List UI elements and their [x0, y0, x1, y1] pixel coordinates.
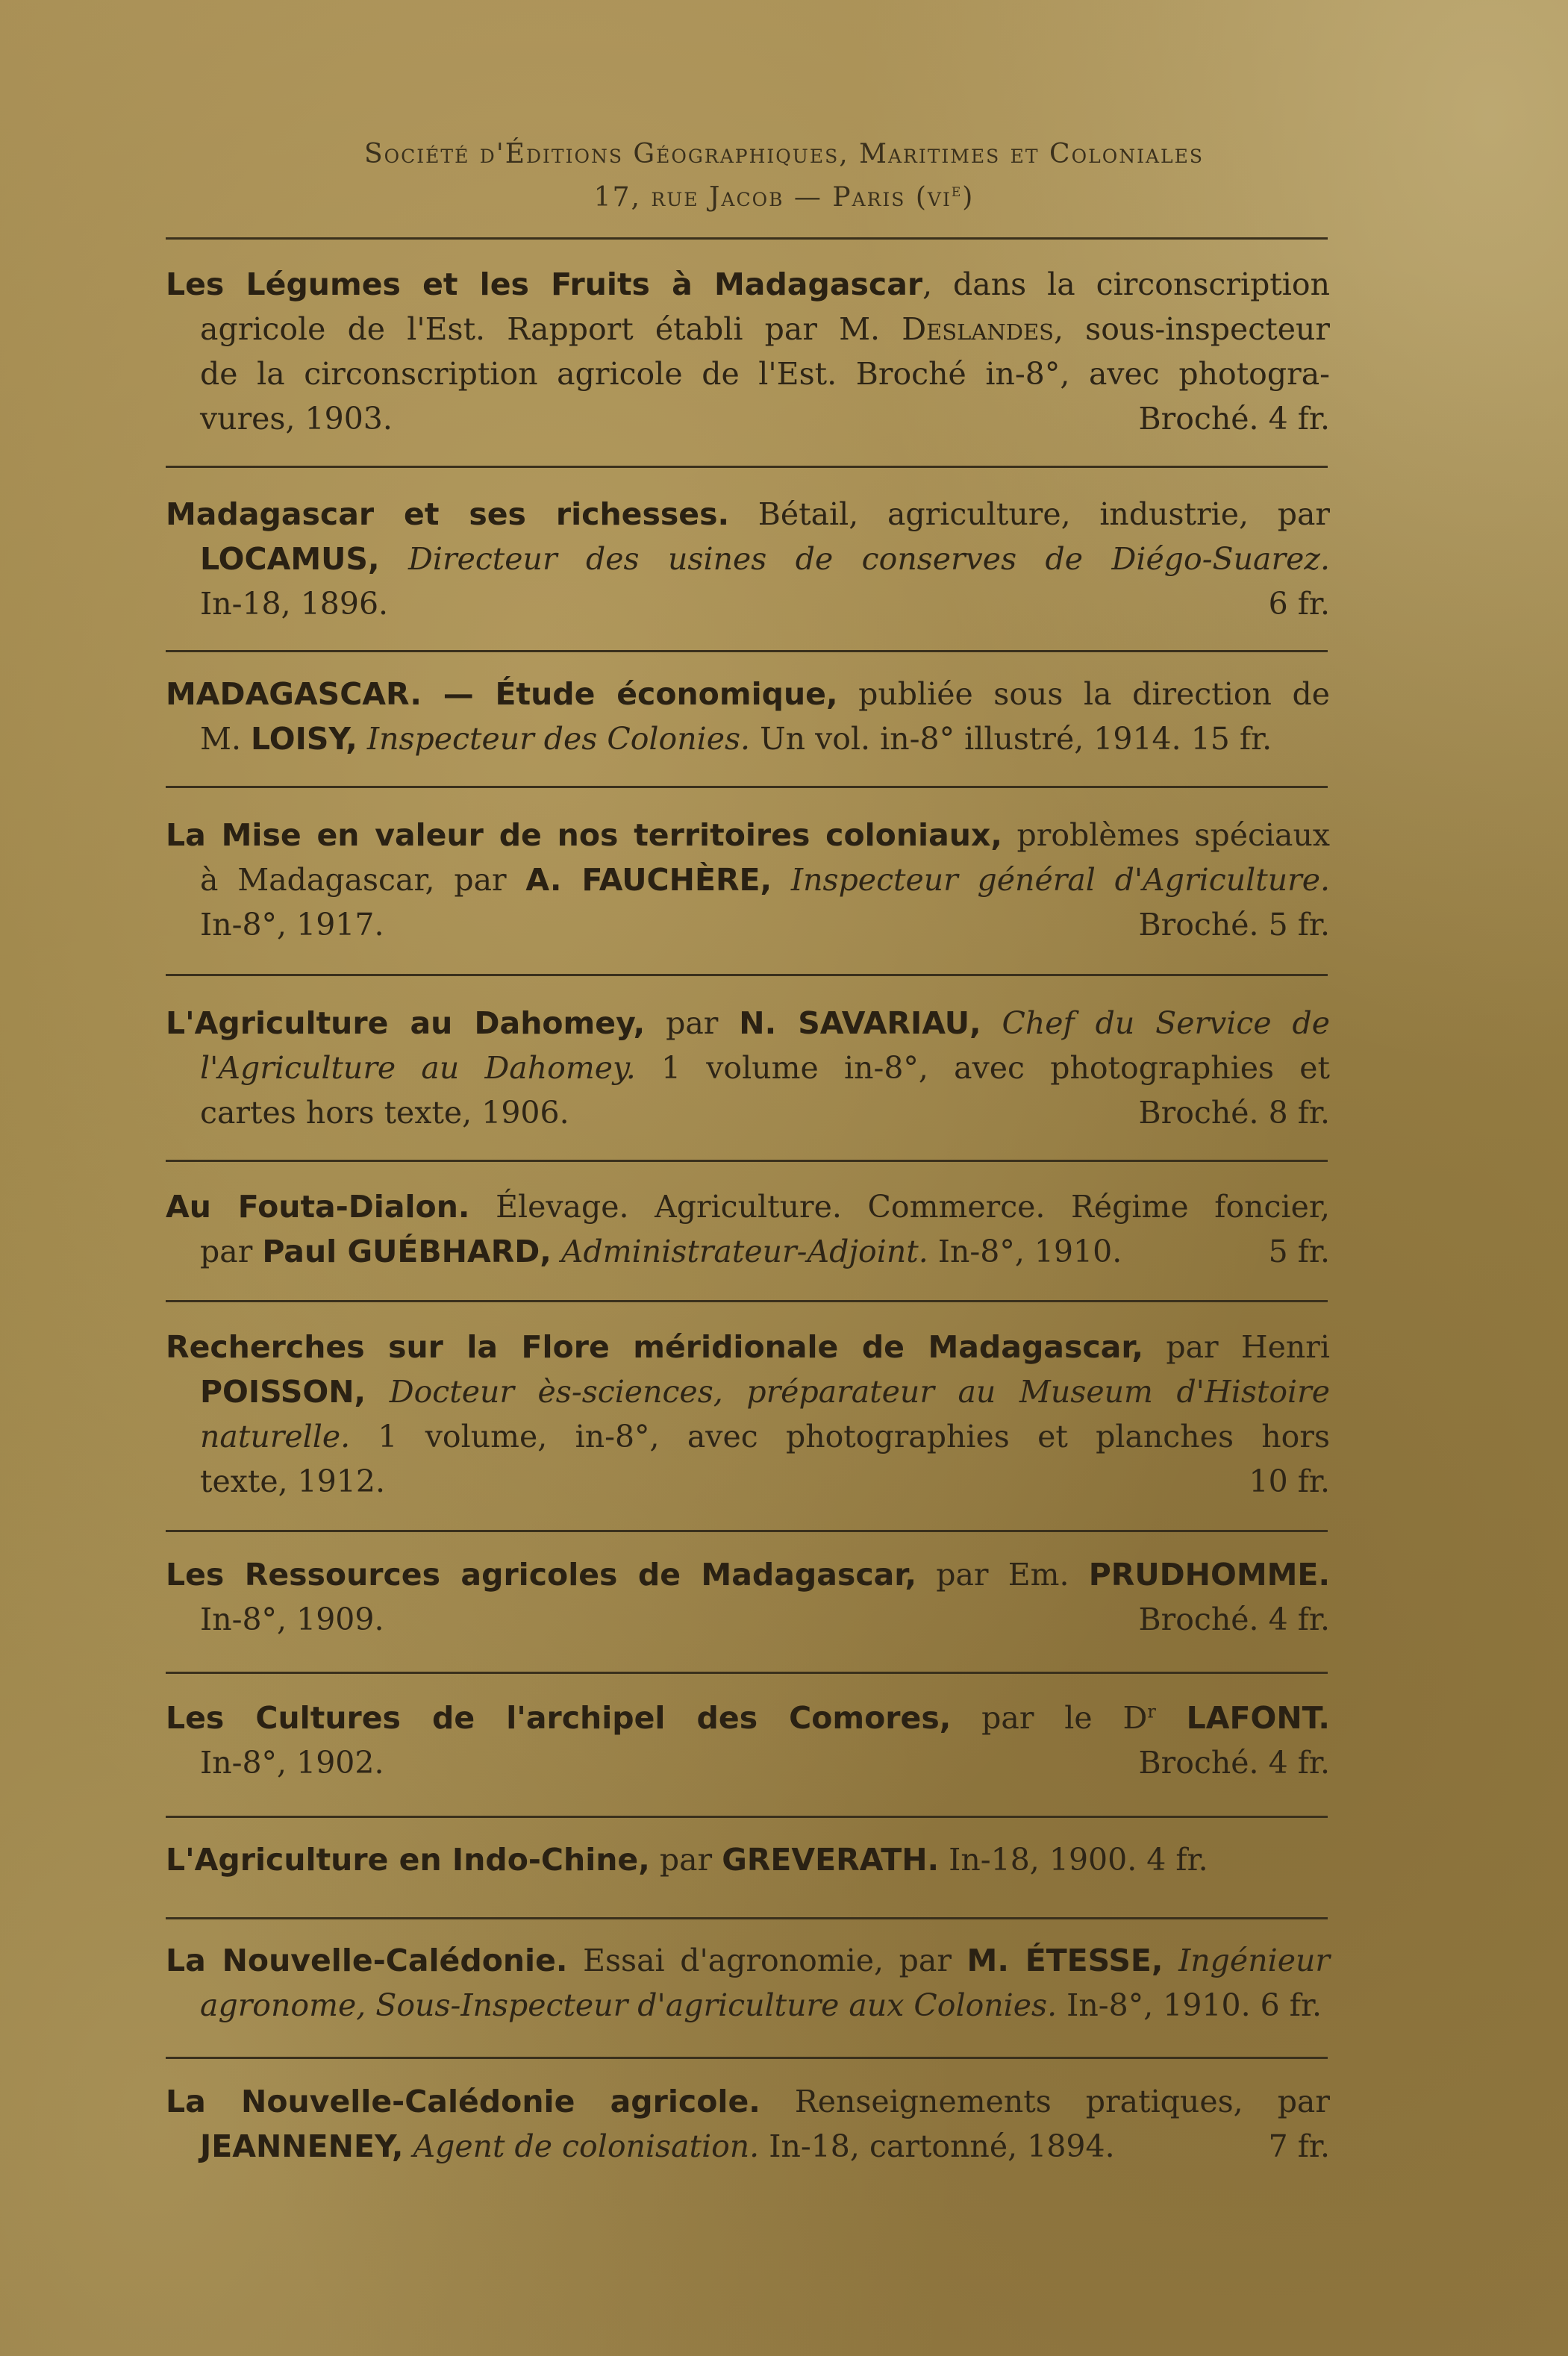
entry-line: agricole de l'Est. Rapport établi par M. Deslandes, sous-inspecteur: [200, 311, 1330, 347]
divider-rule: [166, 2057, 1328, 2059]
divider-rule: [166, 650, 1328, 652]
entry-line: [166, 902, 1330, 947]
entry-line: Les Ressources agricoles de Madagascar, par Em. PRUDHOMME.: [166, 1557, 1331, 1593]
entry-line: La Nouvelle-Calédonie agricole. Renseignements pratiques, par: [166, 2084, 1330, 2119]
entry-line: [166, 1597, 1330, 1642]
entry-line: l'Agriculture au Dahomey. 1 volume in-8°, avec photographies et: [200, 1050, 1330, 1086]
divider-rule: [166, 974, 1328, 976]
entry-line: La Nouvelle-Calédonie. Essai d'agronomie, par M. ÉTESSE, Ingénieur: [166, 1943, 1330, 1978]
entry-price: Broché. 4 fr.: [1138, 1745, 1330, 1781]
catalogue-entry-fouta-dialon: [166, 1184, 1330, 1274]
entry-line-text: par Paul GUÉBHARD, Administrateur-Adjoint. In-8°, 1910.: [200, 1234, 1122, 1269]
entry-line: MADAGASCAR. — Étude économique, publiée sous la direction de: [166, 676, 1330, 712]
entry-line: [166, 2124, 1330, 2169]
entry-line-text: In-8°, 1909.: [200, 1602, 384, 1637]
entry-price: Broché. 5 fr.: [1138, 907, 1330, 943]
entry-line: à Madagascar, par A. FAUCHÈRE, Inspecteur général d'Agriculture.: [200, 862, 1330, 898]
entry-line: [166, 1090, 1330, 1135]
catalogue-entry-legumes-fruits-madagascar: [166, 262, 1330, 441]
publisher-address: 17, rue Jacob — Paris $(vi^e)$: [593, 180, 975, 213]
divider-rule: [166, 466, 1328, 468]
divider-rule: [166, 1300, 1328, 1302]
entry-line: [166, 1740, 1330, 1785]
entry-line-text: cartes hors texte, 1906.: [200, 1095, 569, 1131]
entry-line: M. LOISY, Inspecteur des Colonies. Un vol. in-8° illustré, 1914. 15 fr.: [200, 721, 1272, 757]
entry-line: Les Légumes et les Fruits à Madagascar, dans la circonscription: [166, 266, 1330, 302]
divider-rule: [166, 1672, 1328, 1674]
entry-line: Madagascar et ses richesses. Bétail, agriculture, industrie, par: [166, 496, 1330, 532]
entry-line: [166, 581, 1330, 626]
catalogue-entry-agriculture-dahomey: [166, 1001, 1330, 1135]
divider-rule: [166, 1917, 1328, 1919]
catalogue-entry-nouvelle-caledonie-agricole: [166, 2079, 1330, 2169]
catalogue-entry-ressources-agricoles-madagascar: [166, 1552, 1330, 1642]
entry-line-text: texte, 1912.: [200, 1463, 386, 1499]
entry-line-text: In-8°, 1902.: [200, 1745, 384, 1781]
entry-line: Recherches sur la Flore méridionale de Madagascar, par Henri: [166, 1329, 1330, 1365]
catalogue-entry-cultures-archipel-comores: [166, 1696, 1330, 1785]
entry-price: 5 fr.: [1268, 1234, 1330, 1269]
entry-line-text: JEANNENEY, Agent de colonisation. In-18, cartonné, 1894.: [200, 2128, 1115, 2164]
entry-line: [166, 1229, 1330, 1274]
entry-line: Les Cultures de l'archipel des Comores, par le $D^r$ LAFONT.: [166, 1700, 1330, 1736]
entry-line: La Mise en valeur de nos territoires coloniaux, problèmes spéciaux: [166, 817, 1331, 853]
publisher-name: Société d'Éditions Géographiques, Maritimes et Coloniales: [364, 139, 1204, 169]
catalogue-entry-nouvelle-caledonie-agronomie: [166, 1938, 1330, 2028]
entry-price: 7 fr.: [1268, 2128, 1330, 2164]
entry-line: [166, 1459, 1330, 1504]
entry-line: naturelle. 1 volume, in-8°, avec photographies et planches hors: [200, 1419, 1330, 1454]
catalogue-entry-flore-meridionale-madagascar: [166, 1325, 1330, 1504]
entry-line: agronome, Sous-Inspecteur d'agriculture aux Colonies. In-8°, 1910. 6 fr.: [200, 1987, 1322, 2023]
catalogue-entry-mise-en-valeur-territoires: [166, 813, 1330, 947]
entry-line-text: In-8°, 1917.: [200, 907, 384, 943]
catalogue-entry-madagascar-richesses: [166, 492, 1330, 626]
entry-price: Broché. 4 fr.: [1138, 401, 1330, 437]
entry-line: LOCAMUS, Directeur des usines de conserves de Diégo-Suarez.: [200, 541, 1330, 577]
divider-rule: [166, 1530, 1328, 1532]
entry-line: Au Fouta-Dialon. Élevage. Agriculture. Commerce. Régime foncier,: [166, 1189, 1330, 1225]
entry-line: [166, 396, 1330, 441]
divider-rule: [166, 1160, 1328, 1162]
entry-line: L'Agriculture en Indo-Chine, par GREVERATH. In-18, 1900. 4 fr.: [166, 1842, 1208, 1878]
entry-line-text: vures, 1903.: [200, 401, 393, 437]
catalogue-entry-madagascar-etude-economique: [166, 672, 1330, 761]
entry-price: 10 fr.: [1249, 1463, 1330, 1499]
catalogue-entry-agriculture-indo-chine: [166, 1837, 1330, 1882]
entry-price: Broché. 8 fr.: [1138, 1095, 1330, 1131]
entry-line: POISSON, Docteur ès-sciences, préparateur au Museum d'Histoire: [200, 1374, 1330, 1410]
entry-line: de la circonscription agricole de l'Est. Broché in-8°, avec photogra-: [200, 356, 1330, 392]
divider-rule: [166, 237, 1328, 240]
divider-rule: [166, 1816, 1328, 1818]
entry-price: Broché. 4 fr.: [1138, 1602, 1330, 1637]
entry-line-text: In-18, 1896.: [200, 586, 389, 622]
divider-rule: [166, 786, 1328, 788]
entry-price: 6 fr.: [1268, 586, 1330, 622]
entry-line: L'Agriculture au Dahomey, par N. SAVARIAU, Chef du Service de: [166, 1005, 1330, 1041]
